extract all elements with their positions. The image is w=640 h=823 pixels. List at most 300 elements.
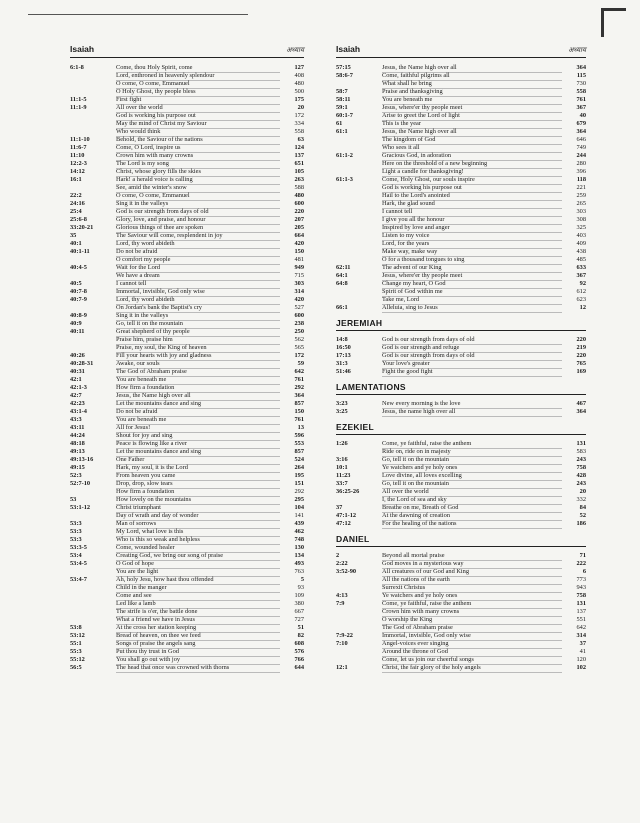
hymn-title: O come, O come, Emmanuel — [116, 80, 280, 89]
hymn-number: 558 — [294, 128, 304, 135]
hymn-number: 364 — [576, 408, 586, 415]
hymn-title: Lord, thy word abideth — [116, 296, 280, 305]
scripture-reference: 11:1-5 — [70, 96, 87, 103]
index-row — [336, 656, 586, 664]
index-row — [70, 520, 304, 528]
hymn-number: 59 — [297, 360, 304, 367]
hymn-number: 221 — [576, 184, 586, 191]
daniel-index-list — [336, 552, 586, 672]
scripture-reference: 40:9 — [70, 320, 82, 327]
hymn-title: See, amid the winter's snow — [116, 184, 280, 193]
scripture-reference: 43:3 — [70, 416, 82, 423]
index-row — [70, 496, 304, 504]
index-row — [70, 536, 304, 544]
index-row — [70, 400, 304, 408]
scripture-reference: 1:26 — [336, 440, 348, 447]
hymn-title: The Lord is my song — [116, 160, 280, 169]
hymn-number: 109 — [294, 592, 304, 599]
hymn-title: Come, faithful pilgrims all — [382, 72, 562, 81]
hymn-number: 553 — [294, 440, 304, 447]
hymn-number: 169 — [576, 368, 586, 375]
hymn-title: The strife is o'er, the battle done — [116, 608, 280, 617]
index-row — [336, 560, 586, 568]
hymn-title: Praise and thanksgiving — [382, 88, 562, 97]
hymn-number: 172 — [294, 112, 304, 119]
hymn-number: 420 — [294, 296, 304, 303]
left-column — [70, 44, 304, 672]
hymn-number: 84 — [579, 504, 586, 511]
hymn-number: 150 — [294, 248, 304, 255]
scripture-reference: 12:2-3 — [70, 160, 87, 167]
hymn-title: For the healing of the nations — [382, 520, 562, 529]
index-row — [70, 408, 304, 416]
hymn-number: 748 — [294, 536, 304, 543]
index-row — [70, 544, 304, 552]
index-row — [336, 280, 586, 288]
hymn-number: 730 — [576, 80, 586, 87]
scripture-reference: 40:4-5 — [70, 264, 87, 271]
hymn-title: God is our strength from days of old — [382, 352, 562, 361]
scripture-reference: 59:1 — [336, 104, 348, 111]
scripture-reference: 61:1-3 — [336, 176, 353, 183]
hymn-number: 292 — [294, 488, 304, 495]
index-row — [70, 632, 304, 640]
hymn-number: 565 — [294, 344, 304, 351]
hymn-number: 295 — [294, 496, 304, 503]
hymn-number: 175 — [294, 96, 304, 103]
hymn-title: Beyond all mortal praise — [382, 552, 562, 561]
hymn-number: 396 — [576, 168, 586, 175]
hymn-number: 41 — [579, 648, 586, 655]
hymn-title: Glory, love, and praise, and honour — [116, 216, 280, 225]
index-row — [336, 584, 586, 592]
hymn-number: 93 — [297, 584, 304, 591]
scripture-reference: 16:50 — [336, 344, 351, 351]
scripture-reference: 11:23 — [336, 472, 351, 479]
hymn-number: 758 — [576, 464, 586, 471]
hymn-number: 481 — [294, 256, 304, 263]
hymn-title: New every morning is the love — [382, 400, 562, 409]
hymn-title: Hark, the glad sound — [382, 200, 562, 209]
hymn-title: Put thou thy trust in God — [116, 648, 280, 657]
hymn-number: 758 — [576, 592, 586, 599]
hymn-title: Fight the good fight — [382, 368, 562, 377]
hymn-number: 493 — [294, 560, 304, 567]
scripture-reference: 61:1-2 — [336, 152, 353, 159]
hymn-title: I cannot tell — [116, 280, 280, 289]
hymn-number: 130 — [294, 544, 304, 551]
index-row — [70, 624, 304, 632]
scripture-reference: 7:10 — [336, 640, 348, 647]
index-row — [70, 192, 304, 200]
index-row — [336, 120, 586, 128]
hymn-title: Immortal, invisible, God only wise — [116, 288, 280, 297]
hymn-number: 642 — [294, 368, 304, 375]
index-row — [70, 504, 304, 512]
index-row — [70, 416, 304, 424]
index-row — [70, 448, 304, 456]
hymn-number: 325 — [576, 224, 586, 231]
index-row — [336, 504, 586, 512]
scripture-reference: 33:7 — [336, 480, 348, 487]
hymn-number: 51 — [297, 624, 304, 631]
hymn-number: 600 — [294, 312, 304, 319]
scripture-reference: 7:9 — [336, 600, 345, 607]
hymn-number: 633 — [576, 264, 586, 271]
hymn-title: Make way, make way — [382, 248, 562, 257]
hymn-number: 82 — [297, 632, 304, 639]
hymn-title: Wait for the Lord — [116, 264, 280, 273]
hymn-number: 134 — [294, 552, 304, 559]
scripture-reference: 58:6-7 — [336, 72, 353, 79]
hymn-title: From heaven you came — [116, 472, 280, 481]
scripture-reference: 44:24 — [70, 432, 85, 439]
hymn-title: Praise, my soul, the King of heaven — [116, 344, 280, 353]
index-row — [336, 296, 586, 304]
index-row — [70, 256, 304, 264]
index-row — [70, 456, 304, 464]
hymn-title: Man of sorrows — [116, 520, 280, 529]
scripture-reference: 64:1 — [336, 272, 348, 279]
index-row — [70, 352, 304, 360]
index-row — [70, 648, 304, 656]
ezekiel-index-list — [336, 440, 586, 528]
index-row — [70, 336, 304, 344]
hymn-title: All over the world — [382, 488, 562, 497]
hymn-number: 428 — [576, 472, 586, 479]
index-row — [70, 64, 304, 72]
hymn-title: Jesus, where'er thy people meet — [382, 104, 562, 113]
hymn-title: You shall go out with joy — [116, 656, 280, 665]
index-row — [70, 664, 304, 672]
hymn-number: 243 — [576, 456, 586, 463]
hymn-title: O God of hope — [116, 560, 280, 569]
hymn-title: Jesus, the Name high over all — [382, 128, 562, 137]
scripture-reference: 3:25 — [336, 408, 348, 415]
hymn-title: You are beneath me — [382, 96, 562, 105]
hymn-title: Songs of praise the angels sang — [116, 640, 280, 649]
index-row — [336, 72, 586, 80]
scripture-reference: 64:8 — [336, 280, 348, 287]
hymn-number: 364 — [576, 128, 586, 135]
scripture-reference: 55:1 — [70, 640, 82, 647]
index-row — [70, 392, 304, 400]
index-row — [70, 432, 304, 440]
index-row — [70, 472, 304, 480]
scripture-reference: 52:7-10 — [70, 480, 91, 487]
index-row — [70, 200, 304, 208]
scripture-reference: 10:1 — [336, 464, 348, 471]
index-row — [70, 464, 304, 472]
hymn-title: Jesus, where'er thy people meet — [382, 272, 562, 281]
top-rule — [28, 14, 248, 15]
section-heading-lamentations: LAMENTATIONS — [336, 382, 586, 395]
hymn-title: What shall he bring — [382, 80, 562, 89]
hymn-title: One Father — [116, 456, 280, 465]
index-row — [70, 232, 304, 240]
hymn-number: 5 — [300, 576, 304, 583]
hymn-number: 551 — [576, 616, 586, 623]
index-row — [70, 208, 304, 216]
scripture-reference: 53:3 — [70, 528, 82, 535]
index-row — [336, 288, 586, 296]
hymn-title: Drop, drop, slow tears — [116, 480, 280, 489]
hymn-number: 219 — [576, 344, 586, 351]
hymn-title: All creatures of our God and King — [382, 568, 562, 577]
hymn-title: Who sees it all — [382, 144, 562, 153]
hymn-title: God is our strength and refuge — [382, 344, 562, 353]
hymn-title: Come, let us join our cheerful songs — [382, 656, 562, 665]
hymn-title: O worship the King — [382, 616, 562, 625]
hymn-title: Ye watchers and ye holy ones — [382, 592, 562, 601]
scripture-reference: 40:31 — [70, 368, 85, 375]
hymn-title: Spirit of God within me — [382, 288, 562, 297]
hymn-number: 105 — [294, 168, 304, 175]
index-row — [70, 176, 304, 184]
hymn-title: All the nations of the earth — [382, 576, 562, 585]
hymn-title: Great shepherd of thy people — [116, 328, 280, 337]
hymn-number: 644 — [294, 664, 304, 671]
index-row — [336, 248, 586, 256]
isaiah-index-list-part-2 — [336, 64, 586, 312]
section-heading-ezekiel: EZEKIEL — [336, 422, 586, 435]
scripture-reference: 40:26 — [70, 352, 85, 359]
index-row — [70, 592, 304, 600]
scripture-reference: 22:2 — [70, 192, 82, 199]
hymn-number: 265 — [576, 200, 586, 207]
scripture-reference: 47:1-12 — [336, 512, 357, 519]
hymn-title: Do not be afraid — [116, 248, 280, 257]
index-row — [70, 120, 304, 128]
scripture-reference: 35 — [70, 232, 77, 239]
index-row — [70, 88, 304, 96]
hymn-number: 222 — [576, 560, 586, 567]
hymn-title: Christ, the fair glory of the holy angels — [382, 664, 562, 673]
hymn-number: 596 — [294, 432, 304, 439]
hymn-number: 766 — [294, 656, 304, 663]
hymn-title: God moves in a mysterious way — [382, 560, 562, 569]
hymn-title: Child in the manger — [116, 584, 280, 593]
scripture-reference: 37 — [336, 504, 343, 511]
hymn-number: 727 — [294, 616, 304, 623]
index-row — [336, 352, 586, 360]
hymn-title: Sing it in the valleys — [116, 200, 280, 209]
hymn-number: 480 — [294, 80, 304, 87]
index-row — [70, 96, 304, 104]
hymn-title: The Saviour will come, resplendent in joy — [116, 232, 280, 241]
scripture-reference: 40:28-31 — [70, 360, 94, 367]
index-row — [336, 144, 586, 152]
hymn-number: 131 — [576, 600, 586, 607]
hymn-title: O comfort my people — [116, 256, 280, 265]
hymn-title: Breathe on me, Breath of God — [382, 504, 562, 513]
index-row — [70, 584, 304, 592]
index-row — [336, 368, 586, 376]
scripture-reference: 53:4-7 — [70, 576, 87, 583]
index-row — [70, 304, 304, 312]
index-row — [70, 328, 304, 336]
hymn-number: 102 — [576, 664, 586, 671]
index-row — [70, 528, 304, 536]
hymn-title: Jesus, the Name high over all — [382, 64, 562, 73]
hymn-title: Shout for joy and sing — [116, 432, 280, 441]
hymn-number: 332 — [576, 496, 586, 503]
hymn-number: 127 — [294, 64, 304, 71]
index-row — [70, 224, 304, 232]
scripture-reference: 17:13 — [336, 352, 351, 359]
hymn-number: 583 — [576, 448, 586, 455]
hymn-number: 562 — [294, 336, 304, 343]
index-row — [336, 360, 586, 368]
hymn-number: 92 — [579, 280, 586, 287]
hymn-title: Lord, thy word abideth — [116, 240, 280, 249]
hymn-title: Do not be afraid — [116, 408, 280, 417]
index-row — [70, 488, 304, 496]
index-row — [336, 104, 586, 112]
scripture-reference: 49:15 — [70, 464, 85, 471]
index-row — [70, 280, 304, 288]
hymn-title: Fill your hearts with joy and gladness — [116, 352, 280, 361]
index-row — [70, 640, 304, 648]
index-row — [336, 456, 586, 464]
hymn-number: 6 — [582, 568, 586, 575]
hymn-number: 63 — [297, 136, 304, 143]
crop-corner-mark — [601, 8, 626, 37]
hymn-number: 244 — [576, 152, 586, 159]
index-row — [70, 248, 304, 256]
hymn-title: Praise him, praise him — [116, 336, 280, 345]
hymn-title: Come, thou Holy Spirit, come — [116, 64, 280, 73]
hymn-number: 600 — [294, 200, 304, 207]
hymn-title: Come and see — [116, 592, 280, 601]
index-row — [336, 336, 586, 344]
scripture-reference: 40:7-8 — [70, 288, 87, 295]
hymn-title: Who is this so weak and helpless — [116, 536, 280, 545]
index-row — [336, 632, 586, 640]
hymn-number: 949 — [294, 264, 304, 271]
scripture-reference: 6:1-8 — [70, 64, 84, 71]
hymn-title: You are the light — [116, 568, 280, 577]
hymn-title: Go, tell it on the mountain — [382, 456, 562, 465]
hymn-number: 943 — [576, 584, 586, 591]
hymn-title: Immortal, invisible, God only wise — [382, 632, 562, 641]
hymn-title: Lord, for the years — [382, 240, 562, 249]
hymn-number: 13 — [297, 424, 304, 431]
hymn-number: 250 — [294, 328, 304, 335]
scripture-reference: 40:7-9 — [70, 296, 87, 303]
scripture-reference: 31:3 — [336, 360, 348, 367]
hymn-number: 104 — [294, 504, 304, 511]
index-row — [70, 152, 304, 160]
index-row — [336, 232, 586, 240]
index-row — [336, 128, 586, 136]
hymn-number: 608 — [294, 640, 304, 647]
hymn-title: Crown him with many crowns — [116, 152, 280, 161]
index-row — [70, 512, 304, 520]
index-row — [70, 424, 304, 432]
hymn-title: How lovely on the mountains — [116, 496, 280, 505]
hymn-title: Day of wrath and day of wonder — [116, 512, 280, 521]
hymn-title: Behold, the Saviour of the nations — [116, 136, 280, 145]
hymn-number: 115 — [576, 72, 586, 79]
hymn-number: 37 — [579, 640, 586, 647]
hymn-number: 151 — [294, 480, 304, 487]
hymn-number: 623 — [576, 296, 586, 303]
index-row — [70, 112, 304, 120]
hymn-number: 480 — [294, 192, 304, 199]
hymn-title: At the dawning of creation — [382, 512, 562, 521]
scripture-reference: 2 — [336, 552, 340, 559]
left-column-header — [70, 44, 304, 58]
index-row — [336, 664, 586, 672]
index-row — [336, 568, 586, 576]
hymn-title: Go, tell it on the mountain — [116, 320, 280, 329]
index-row — [336, 592, 586, 600]
scripture-reference: 53:4-5 — [70, 560, 87, 567]
section-heading-daniel: DANIEL — [336, 534, 586, 547]
hymn-number: 280 — [576, 160, 586, 167]
hymn-title: You are beneath me — [116, 416, 280, 425]
hymn-title: Here on the threshold of a new beginning — [382, 160, 562, 169]
hymn-title: Glorious things of thee are spoken — [116, 224, 280, 233]
scripture-reference: 40:5 — [70, 280, 82, 287]
index-row — [336, 192, 586, 200]
index-row — [336, 216, 586, 224]
hymn-number: 259 — [576, 192, 586, 199]
index-row — [336, 272, 586, 280]
hymn-number: 765 — [576, 360, 586, 367]
scripture-reference: 55:12 — [70, 656, 85, 663]
hymn-title: The kingdom of God — [382, 136, 562, 145]
hymn-title: Lord, enthroned in heavenly splendour — [116, 72, 280, 81]
hymn-title: Take me, Lord — [382, 296, 562, 305]
scripture-reference: 3:16 — [336, 456, 348, 463]
hymn-title: God is our strength from days of old — [382, 336, 562, 345]
scripture-reference: 25:4 — [70, 208, 82, 215]
hymn-number: 857 — [294, 400, 304, 407]
index-row — [70, 128, 304, 136]
hymn-title: I, the Lord of sea and sky — [382, 496, 562, 505]
index-row — [336, 464, 586, 472]
hymn-title: Alleluia, sing to Jesus — [382, 304, 562, 313]
scripture-reference: 60:1-7 — [336, 112, 353, 119]
index-row — [70, 72, 304, 80]
hymn-title: Crown him with many crowns — [382, 608, 562, 617]
index-row — [70, 184, 304, 192]
lamentations-index-list — [336, 400, 586, 416]
hymn-number: 52 — [579, 512, 586, 519]
index-row — [336, 200, 586, 208]
hymn-title: Listen to my voice — [382, 232, 562, 241]
scripture-reference: 3:23 — [336, 400, 348, 407]
scripture-reference: 58:7 — [336, 88, 348, 95]
index-row — [70, 160, 304, 168]
hymn-number: 118 — [576, 176, 586, 183]
hymn-title: Love divine, all loves excelling — [382, 472, 562, 481]
hymn-number: 500 — [294, 88, 304, 95]
hymn-number: 303 — [294, 280, 304, 287]
index-row — [336, 600, 586, 608]
hymn-title: God is working his purpose out — [116, 112, 280, 121]
index-row — [336, 552, 586, 560]
hymn-title: We have a dream — [116, 272, 280, 281]
hymn-number: 71 — [579, 552, 586, 559]
index-row — [70, 296, 304, 304]
scripture-reference: 16:1 — [70, 176, 82, 183]
index-row — [336, 176, 586, 184]
scripture-reference: 7:9-22 — [336, 632, 353, 639]
hymn-number: 576 — [294, 648, 304, 655]
